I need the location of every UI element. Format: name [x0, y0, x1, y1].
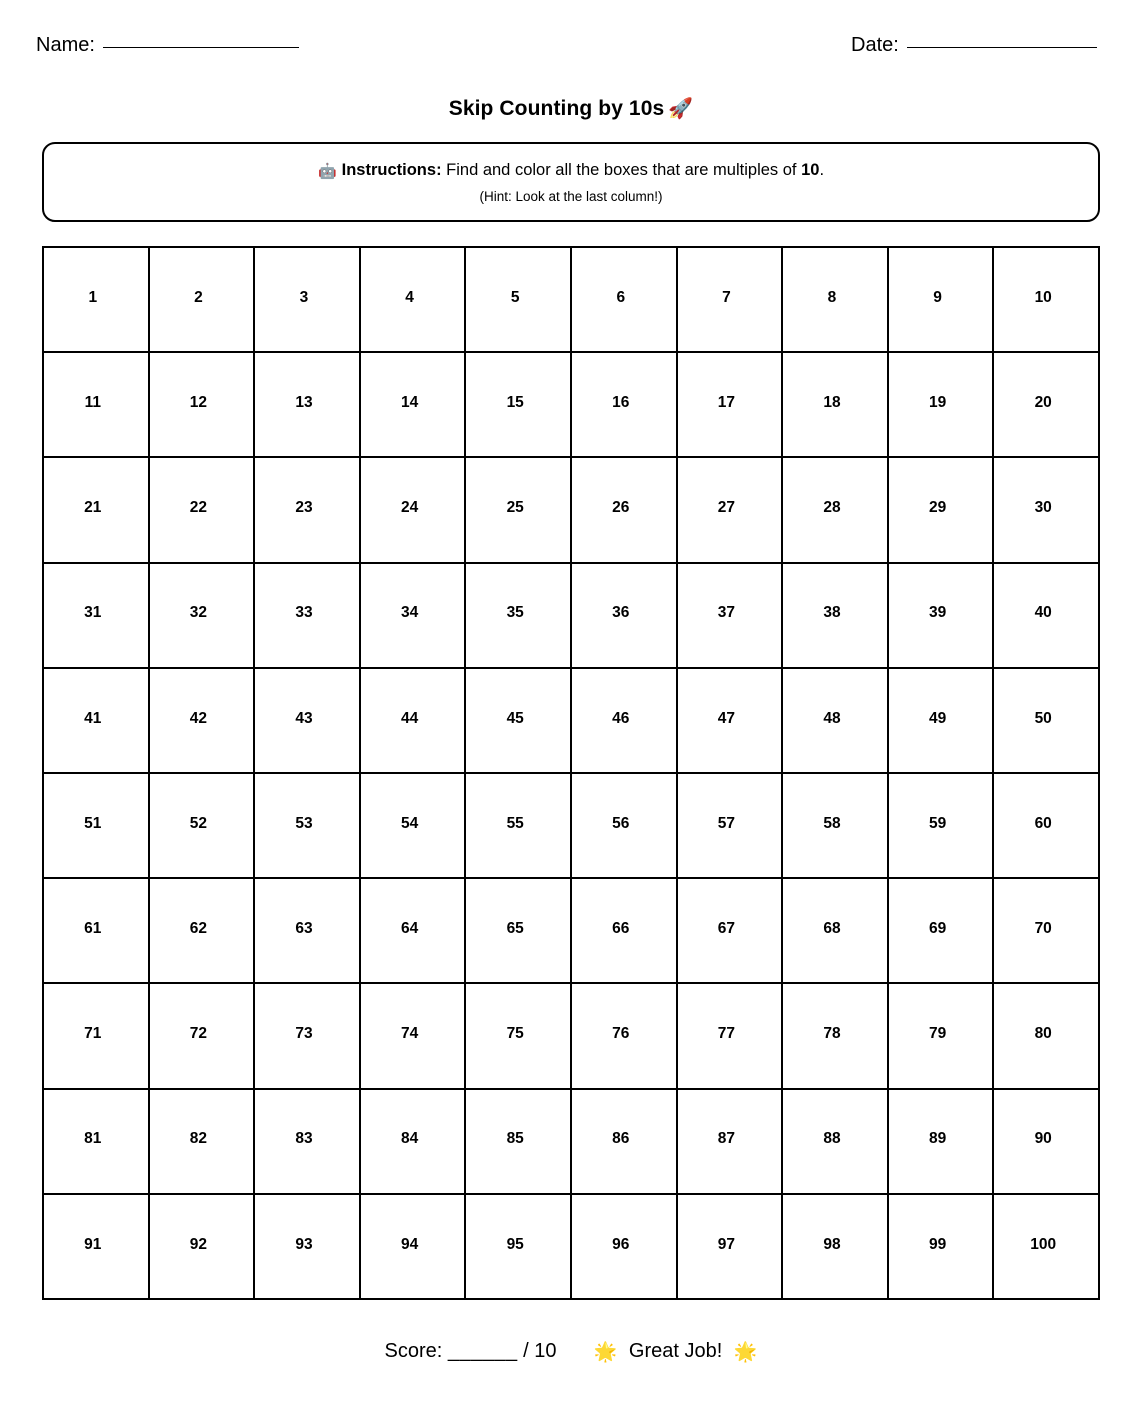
chart-cell[interactable] — [150, 248, 256, 353]
chart-cell-number: 10 — [1034, 288, 1052, 306]
chart-cell-number: 4 — [405, 288, 414, 306]
chart-cell[interactable] — [44, 353, 150, 458]
date-label: Date: — [851, 34, 899, 56]
chart-cell[interactable] — [994, 564, 1100, 669]
chart-cell-number: 24 — [400, 499, 419, 517]
chart-cell[interactable] — [44, 669, 150, 774]
chart-cell-number: 54 — [400, 814, 419, 832]
chart-cell[interactable] — [466, 774, 572, 879]
chart-cell[interactable] — [150, 353, 256, 458]
chart-cell-number: 13 — [295, 394, 313, 412]
chart-cell-number: 33 — [295, 604, 313, 622]
page-title — [0, 96, 1142, 121]
chart-cell-number: 95 — [506, 1235, 524, 1253]
chart-cell[interactable] — [678, 564, 784, 669]
chart-cell-number: 100 — [1030, 1235, 1057, 1253]
chart-cell[interactable] — [572, 984, 678, 1089]
chart-cell[interactable] — [678, 879, 784, 984]
chart-cell-number: 7 — [722, 288, 731, 306]
chart-cell-number: 39 — [928, 604, 947, 622]
chart-cell[interactable] — [783, 564, 889, 669]
chart-cell[interactable] — [572, 669, 678, 774]
chart-cell[interactable] — [994, 353, 1100, 458]
chart-cell[interactable] — [889, 248, 995, 353]
chart-cell-number: 43 — [295, 709, 313, 727]
chart-cell[interactable] — [150, 564, 256, 669]
chart-cell-number: 5 — [510, 288, 520, 306]
chart-cell-number: 85 — [506, 1130, 524, 1148]
instructions-label: Instructions: — [341, 161, 442, 180]
chart-cell-number: 82 — [189, 1130, 208, 1148]
chart-cell[interactable] — [994, 669, 1100, 774]
chart-cell-number: 99 — [928, 1235, 947, 1253]
chart-cell-number: 26 — [612, 499, 630, 517]
chart-cell[interactable] — [889, 669, 995, 774]
score-total: / 10 — [523, 1340, 557, 1362]
chart-cell-number: 79 — [928, 1025, 947, 1043]
chart-cell-number: 20 — [1034, 394, 1052, 412]
chart-cell-number: 71 — [84, 1025, 102, 1043]
chart-cell-number: 1 — [88, 288, 98, 306]
chart-cell-number: 31 — [84, 604, 102, 622]
chart-cell[interactable] — [361, 1090, 467, 1195]
chart-cell-number: 21 — [84, 499, 102, 517]
chart-cell[interactable] — [44, 1195, 150, 1300]
chart-cell[interactable] — [678, 1195, 784, 1300]
chart-cell-number: 35 — [506, 604, 524, 622]
glowing-star-icon-left: 🌟 — [593, 1342, 618, 1363]
instructions-panel — [42, 142, 1100, 222]
chart-cell[interactable] — [572, 458, 678, 563]
chart-cell-number: 22 — [189, 499, 208, 517]
chart-cell[interactable] — [361, 879, 467, 984]
chart-cell-number: 36 — [612, 604, 630, 622]
chart-cell[interactable] — [783, 1090, 889, 1195]
chart-cell[interactable] — [361, 353, 467, 458]
chart-cell-number: 12 — [189, 394, 208, 412]
name-label: Name: — [36, 34, 95, 56]
chart-cell[interactable] — [255, 1195, 361, 1300]
chart-cell[interactable] — [466, 879, 572, 984]
chart-cell-number: 90 — [1034, 1130, 1052, 1148]
chart-cell[interactable] — [783, 458, 889, 563]
chart-cell[interactable] — [889, 879, 995, 984]
instructions-text — [318, 160, 824, 182]
chart-cell-number: 88 — [823, 1130, 841, 1148]
chart-cell-number: 18 — [823, 394, 841, 412]
chart-cell-number: 34 — [400, 604, 419, 622]
chart-cell[interactable] — [255, 669, 361, 774]
instructions-multiple-value: 10 — [801, 161, 820, 180]
chart-cell-number: 66 — [612, 920, 630, 938]
chart-cell[interactable] — [572, 1090, 678, 1195]
chart-cell[interactable] — [255, 564, 361, 669]
chart-cell-number: 38 — [823, 604, 841, 622]
score-blank-line[interactable]: ______ — [447, 1340, 518, 1362]
chart-cell-number: 53 — [295, 814, 313, 832]
chart-cell[interactable] — [150, 984, 256, 1089]
chart-cell-number: 57 — [717, 814, 736, 832]
chart-cell[interactable] — [678, 774, 784, 879]
chart-cell-number: 98 — [823, 1235, 841, 1253]
chart-cell[interactable] — [255, 984, 361, 1089]
chart-cell-number: 50 — [1034, 709, 1052, 727]
chart-cell[interactable] — [466, 1195, 572, 1300]
chart-cell[interactable] — [150, 774, 256, 879]
chart-cell-number: 60 — [1034, 814, 1052, 832]
chart-cell-number: 37 — [717, 604, 736, 622]
chart-cell-number: 84 — [400, 1130, 419, 1148]
chart-cell-number: 41 — [84, 709, 102, 727]
chart-cell-number: 86 — [612, 1130, 630, 1148]
chart-cell-number: 70 — [1034, 920, 1052, 938]
chart-cell-number: 9 — [933, 288, 942, 306]
chart-cell[interactable] — [466, 1090, 572, 1195]
chart-cell[interactable] — [150, 669, 256, 774]
date-write-line[interactable] — [907, 47, 1097, 48]
chart-cell[interactable] — [572, 879, 678, 984]
chart-cell-number: 65 — [506, 920, 524, 938]
chart-cell[interactable] — [783, 669, 889, 774]
chart-cell[interactable] — [994, 1195, 1100, 1300]
chart-cell-number: 6 — [616, 288, 626, 306]
chart-cell-number: 89 — [928, 1130, 947, 1148]
score-row — [0, 1340, 1142, 1364]
chart-cell-number: 72 — [189, 1025, 208, 1043]
chart-cell[interactable] — [44, 879, 150, 984]
chart-cell-number: 28 — [823, 499, 841, 517]
chart-cell[interactable] — [889, 1090, 995, 1195]
chart-cell-number: 74 — [400, 1025, 419, 1043]
chart-cell-number: 49 — [928, 709, 947, 727]
chart-cell-number: 46 — [612, 709, 630, 727]
chart-cell-number: 75 — [506, 1025, 524, 1043]
chart-cell-number: 51 — [84, 814, 102, 832]
chart-cell-number: 15 — [506, 394, 524, 412]
chart-cell[interactable] — [994, 1090, 1100, 1195]
chart-cell[interactable] — [150, 1090, 256, 1195]
chart-cell-number: 3 — [299, 288, 309, 306]
chart-cell[interactable] — [255, 774, 361, 879]
chart-cell[interactable] — [255, 353, 361, 458]
chart-cell-number: 30 — [1034, 499, 1052, 517]
chart-cell[interactable] — [994, 774, 1100, 879]
chart-cell[interactable] — [361, 774, 467, 879]
instructions-hint: (Hint: Look at the last column!) — [479, 188, 663, 204]
chart-cell[interactable] — [466, 669, 572, 774]
chart-cell-number: 2 — [194, 288, 203, 306]
chart-cell[interactable] — [678, 669, 784, 774]
chart-cell-number: 29 — [928, 499, 947, 517]
chart-cell[interactable] — [994, 458, 1100, 563]
chart-cell-number: 56 — [612, 814, 630, 832]
chart-cell[interactable] — [361, 1195, 467, 1300]
chart-cell-number: 27 — [717, 499, 736, 517]
chart-cell[interactable] — [783, 353, 889, 458]
robot-icon: 🤖 — [317, 163, 337, 181]
chart-cell-number: 64 — [400, 920, 419, 938]
chart-cell-number: 87 — [717, 1130, 736, 1148]
chart-cell[interactable] — [572, 774, 678, 879]
chart-cell[interactable] — [572, 564, 678, 669]
chart-cell-number: 91 — [84, 1235, 102, 1253]
chart-cell[interactable] — [783, 879, 889, 984]
chart-cell[interactable] — [783, 1195, 889, 1300]
chart-cell[interactable] — [678, 1090, 784, 1195]
chart-cell[interactable] — [889, 1195, 995, 1300]
chart-cell[interactable] — [255, 879, 361, 984]
chart-cell[interactable] — [889, 774, 995, 879]
chart-cell[interactable] — [150, 1195, 256, 1300]
chart-cell[interactable] — [889, 984, 995, 1089]
chart-cell-number: 67 — [717, 920, 736, 938]
chart-cell-number: 96 — [612, 1235, 630, 1253]
chart-cell[interactable] — [994, 984, 1100, 1089]
chart-cell-number: 93 — [295, 1235, 313, 1253]
chart-cell-number: 83 — [295, 1130, 313, 1148]
chart-cell-number: 42 — [189, 709, 208, 727]
chart-cell[interactable] — [466, 458, 572, 563]
chart-cell-number: 59 — [928, 814, 947, 832]
chart-cell[interactable] — [361, 984, 467, 1089]
chart-cell-number: 23 — [295, 499, 313, 517]
chart-cell-number: 62 — [189, 920, 208, 938]
chart-cell-number: 97 — [717, 1235, 736, 1253]
chart-cell-number: 16 — [612, 394, 630, 412]
chart-cell-number: 47 — [717, 709, 736, 727]
chart-cell-number: 32 — [189, 604, 208, 622]
chart-cell[interactable] — [783, 248, 889, 353]
chart-cell-number: 45 — [506, 709, 524, 727]
chart-cell-number: 52 — [189, 814, 208, 832]
chart-cell[interactable] — [678, 458, 784, 563]
page-title-text: Skip Counting by 10s — [448, 97, 665, 120]
chart-cell[interactable] — [783, 774, 889, 879]
chart-cell[interactable] — [44, 248, 150, 353]
date-field[interactable] — [851, 34, 1097, 57]
chart-cell-number: 76 — [612, 1025, 630, 1043]
chart-cell-number: 78 — [823, 1025, 841, 1043]
chart-cell[interactable] — [44, 458, 150, 563]
chart-cell-number: 94 — [400, 1235, 419, 1253]
instructions-body-after: . — [819, 161, 825, 180]
glowing-star-icon-right: 🌟 — [733, 1342, 758, 1363]
praise-text: Great Job! — [628, 1340, 723, 1362]
chart-cell-number: 81 — [84, 1130, 102, 1148]
chart-cell-number: 61 — [84, 920, 102, 938]
chart-cell-number: 44 — [400, 709, 419, 727]
chart-cell[interactable] — [44, 1090, 150, 1195]
chart-cell[interactable] — [44, 984, 150, 1089]
chart-cell[interactable] — [572, 248, 678, 353]
chart-cell[interactable] — [678, 353, 784, 458]
chart-cell-number: 48 — [823, 709, 841, 727]
chart-cell[interactable] — [466, 564, 572, 669]
chart-cell-number: 63 — [295, 920, 313, 938]
score-label: Score: — [384, 1340, 443, 1362]
name-field[interactable] — [36, 34, 299, 57]
chart-cell-number: 68 — [823, 920, 841, 938]
chart-cell[interactable] — [889, 564, 995, 669]
hundred-chart-grid[interactable] — [42, 246, 1100, 1300]
chart-cell-number: 19 — [928, 394, 947, 412]
chart-cell[interactable] — [572, 353, 678, 458]
chart-cell[interactable] — [572, 1195, 678, 1300]
chart-cell-number: 11 — [84, 394, 101, 412]
chart-cell-number: 14 — [400, 394, 419, 412]
chart-cell-number: 58 — [823, 814, 841, 832]
chart-cell[interactable] — [150, 458, 256, 563]
chart-cell-number: 25 — [506, 499, 524, 517]
chart-cell[interactable] — [994, 879, 1100, 984]
chart-cell[interactable] — [678, 248, 784, 353]
chart-cell[interactable] — [255, 1090, 361, 1195]
rocket-icon: 🚀 — [668, 98, 694, 120]
chart-cell[interactable] — [44, 774, 150, 879]
chart-cell-number: 8 — [827, 288, 837, 306]
chart-cell[interactable] — [44, 564, 150, 669]
chart-cell[interactable] — [255, 458, 361, 563]
chart-cell[interactable] — [361, 669, 467, 774]
chart-cell[interactable] — [466, 248, 572, 353]
chart-cell[interactable] — [678, 984, 784, 1089]
name-write-line[interactable] — [103, 47, 299, 48]
chart-cell[interactable] — [361, 564, 467, 669]
chart-cell[interactable] — [361, 458, 467, 563]
chart-cell[interactable] — [255, 248, 361, 353]
chart-cell-number: 40 — [1034, 604, 1052, 622]
chart-cell[interactable] — [466, 984, 572, 1089]
chart-cell-number: 92 — [189, 1235, 208, 1253]
instructions-body-before: Find and color all the boxes that are multiples of — [441, 161, 802, 180]
student-info-row — [0, 34, 1142, 68]
chart-cell[interactable] — [361, 248, 467, 353]
chart-cell-number: 69 — [928, 920, 947, 938]
chart-cell[interactable] — [466, 353, 572, 458]
chart-cell[interactable] — [150, 879, 256, 984]
chart-cell-number: 80 — [1034, 1025, 1052, 1043]
chart-cell[interactable] — [889, 458, 995, 563]
chart-cell[interactable] — [783, 984, 889, 1089]
chart-cell[interactable] — [889, 353, 995, 458]
chart-cell-number: 17 — [717, 394, 736, 412]
chart-cell-number: 77 — [717, 1025, 736, 1043]
chart-cell[interactable] — [994, 248, 1100, 353]
chart-cell-number: 73 — [295, 1025, 313, 1043]
chart-cell-number: 55 — [506, 814, 524, 832]
